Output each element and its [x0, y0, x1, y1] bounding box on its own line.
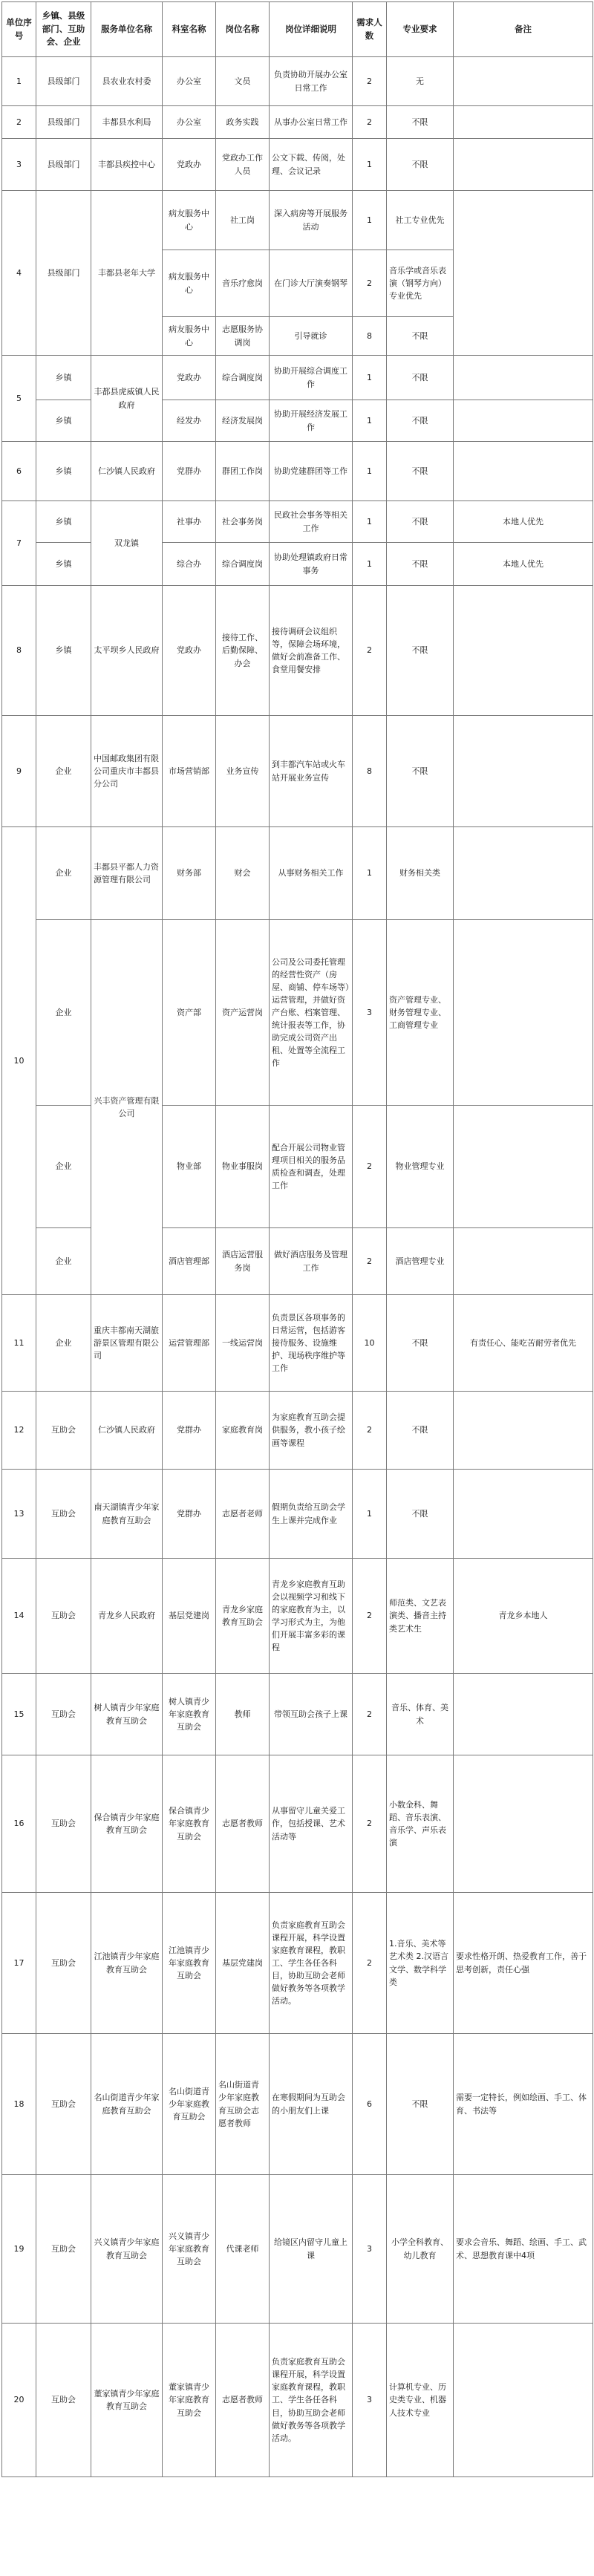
table-cell: 兴丰资产管理有限公司	[91, 920, 163, 1295]
table-cell: 财务部	[163, 827, 216, 920]
table-cell: 丰都县平都人力资源管理有限公司	[91, 827, 163, 920]
table-cell: 5	[2, 356, 36, 442]
table-cell: 名山街道青少年家庭教育互助会	[163, 2034, 216, 2175]
table-cell: 名山街道青少年家庭教育互助会志愿者教师	[216, 2034, 270, 2175]
table-cell: 家庭教育岗	[216, 1392, 270, 1470]
table-cell: 酒店管理专业	[387, 1228, 454, 1295]
table-cell: 不限	[387, 501, 454, 543]
table-cell: 1	[2, 57, 36, 106]
table-row	[2, 442, 593, 501]
table-cell	[454, 1755, 593, 1893]
table-cell	[454, 139, 593, 191]
table-cell: 引导就诊	[270, 317, 353, 356]
table-cell: 运营管理部	[163, 1295, 216, 1392]
table-row	[2, 57, 593, 106]
table-cell	[454, 191, 593, 356]
table-cell: 企业	[36, 920, 91, 1106]
table-cell: 经济发展岗	[216, 400, 270, 442]
table-cell: 不限	[387, 139, 454, 191]
table-cell: 代课老师	[216, 2175, 270, 2324]
table-cell: 企业	[36, 1228, 91, 1295]
table-cell: 协助开展综合调度工作	[270, 356, 353, 400]
table-cell: 乡镇	[36, 586, 91, 716]
table-cell: 互助会	[36, 2324, 91, 2477]
table-cell: 办公室	[163, 106, 216, 139]
table-cell: 不限	[387, 1295, 454, 1392]
table-cell: 资产部	[163, 920, 216, 1106]
table-cell: 2	[353, 1755, 387, 1893]
table-row	[2, 501, 593, 543]
table-cell: 1	[353, 400, 387, 442]
table-cell: 小数金科、舞蹈、音乐表演、音乐学、声乐表演	[387, 1755, 454, 1893]
table-cell: 文员	[216, 57, 270, 106]
table-cell: 2	[353, 1893, 387, 2034]
table-cell	[454, 57, 593, 106]
table-cell: 负责家庭教育互助会课程开展，科学设置家庭教育课程，教职工、学生各任各科目，协助互助会老师做好教务等各项教学活动。	[270, 2324, 353, 2477]
header-cell: 乡镇、县级部门、互助会、企业	[36, 2, 91, 57]
table-cell: 音乐、体育、美术	[387, 1674, 454, 1755]
table-cell: 1.音乐、美术等艺术类 2.汉语言文学、数学科学类	[387, 1893, 454, 2034]
table-cell: 江池镇青少年家庭教育互助会	[91, 1893, 163, 2034]
table-cell: 2	[353, 250, 387, 317]
table-cell: 保合镇青少年家庭教育互助会	[91, 1755, 163, 1893]
table-row	[2, 2324, 593, 2477]
header-cell: 备注	[454, 2, 593, 57]
table-cell: 酒店管理部	[163, 1228, 216, 1295]
table-cell	[454, 827, 593, 920]
table-cell: 2	[353, 106, 387, 139]
table-cell: 丰都县疾控中心	[91, 139, 163, 191]
table-cell: 青龙乡本地人	[454, 1559, 593, 1674]
table-cell: 负责协助开展办公室日常工作	[270, 57, 353, 106]
table-cell: 县农业农村委	[91, 57, 163, 106]
table-cell: 兴义镇青少年家庭教育互助会	[163, 2175, 216, 2324]
table-cell: 12	[2, 1392, 36, 1470]
table-cell: 计算机专业、历史类专业、机器人技术专业	[387, 2324, 454, 2477]
table-cell: 给镜区内留守儿童上课	[270, 2175, 353, 2324]
table-cell: 业务宣传	[216, 716, 270, 827]
table-cell: 协助党建群团等工作	[270, 442, 353, 501]
table-cell: 财务相关类	[387, 827, 454, 920]
table-cell	[454, 920, 593, 1106]
header-cell: 服务单位名称	[91, 2, 163, 57]
table-cell: 2	[353, 1559, 387, 1674]
table-cell: 1	[353, 191, 387, 250]
table-cell: 17	[2, 1893, 36, 2034]
table-cell: 不限	[387, 317, 454, 356]
table-cell: 基层党建岗	[216, 1893, 270, 2034]
table-row	[2, 1755, 593, 1893]
table-row	[2, 139, 593, 191]
table-cell	[454, 442, 593, 501]
table-cell: 6	[2, 442, 36, 501]
table-cell: 董家镇青少年家庭教育互助会	[91, 2324, 163, 2477]
table-cell: 需要一定特长，例如绘画、手工、体育、书法等	[454, 2034, 593, 2175]
table-cell	[454, 586, 593, 716]
table-cell: 9	[2, 716, 36, 827]
table-cell: 公司及公司委托管理的经营性资产（房屋、商铺、停车场等）运营管理，并做好资产台账、档案管理、统计报表等工作，协助完成公司资产出租、处置等全流程工作	[270, 920, 353, 1106]
table-cell: 要求会音乐、舞蹈、绘画、手工、武术、思想教育课中4项	[454, 2175, 593, 2324]
table-cell: 到丰都汽车站或火车站开展业务宣传	[270, 716, 353, 827]
table-row	[2, 827, 593, 920]
table-cell: 10	[2, 827, 36, 1295]
table-cell: 8	[353, 716, 387, 827]
table-cell: 互助会	[36, 1470, 91, 1559]
table-cell	[454, 356, 593, 400]
table-cell: 双龙镇	[91, 501, 163, 586]
table-cell: 青龙乡家庭教育互助会以视频学习和线下的家庭教育为主，以学习形式为主，为他们开展丰富多彩的课程	[270, 1559, 353, 1674]
table-cell: 树人镇青少年家庭教育互助会	[163, 1674, 216, 1755]
table-cell: 名山街道青少年家庭教育互助会	[91, 2034, 163, 2175]
table-row	[2, 543, 593, 586]
table-cell: 假期负责给互助会学生上课并完成作业	[270, 1470, 353, 1559]
table-cell: 政务实践	[216, 106, 270, 139]
table-cell: 物业部	[163, 1106, 216, 1228]
table-cell: 办公室	[163, 57, 216, 106]
table-cell: 6	[353, 2034, 387, 2175]
table-cell: 本地人优先	[454, 543, 593, 586]
table-cell: 志愿者老师	[216, 1470, 270, 1559]
job-table	[1, 1, 593, 2477]
header-cell: 岗位详细说明	[270, 2, 353, 57]
table-cell: 2	[353, 1228, 387, 1295]
table-cell: 县级部门	[36, 106, 91, 139]
table-row	[2, 356, 593, 400]
table-cell: 企业	[36, 1295, 91, 1392]
table-cell: 带领互助会孩子上课	[270, 1674, 353, 1755]
table-cell: 3	[353, 920, 387, 1106]
table-cell: 仁沙镇人民政府	[91, 1392, 163, 1470]
table-cell: 一线运营岗	[216, 1295, 270, 1392]
table-cell: 董家镇青少年家庭教育互助会	[163, 2324, 216, 2477]
table-cell: 8	[2, 586, 36, 716]
table-cell: 党政办工作人员	[216, 139, 270, 191]
table-cell: 不限	[387, 586, 454, 716]
table-cell	[454, 2324, 593, 2477]
table-cell: 仁沙镇人民政府	[91, 442, 163, 501]
table-cell: 8	[353, 317, 387, 356]
header-cell: 单位序号	[2, 2, 36, 57]
table-row	[2, 1559, 593, 1674]
table-cell: 协助处理镇政府日常事务	[270, 543, 353, 586]
table-cell: 病友服务中心	[163, 317, 216, 356]
table-cell: 师范类、文艺表演类、播音主持类艺术生	[387, 1559, 454, 1674]
table-cell: 互助会	[36, 1755, 91, 1893]
table-cell: 青龙乡人民政府	[91, 1559, 163, 1674]
table-cell: 协助开展经济发展工作	[270, 400, 353, 442]
table-cell: 不限	[387, 442, 454, 501]
table-cell: 群团工作岗	[216, 442, 270, 501]
table-cell: 不限	[387, 543, 454, 586]
table-body	[2, 57, 593, 2477]
table-cell: 16	[2, 1755, 36, 1893]
table-cell: 1	[353, 356, 387, 400]
table-cell: 1	[353, 501, 387, 543]
table-cell: 1	[353, 827, 387, 920]
table-cell: 志愿者教师	[216, 2324, 270, 2477]
table-cell: 小学全科教育、幼儿教育	[387, 2175, 454, 2324]
table-cell: 13	[2, 1470, 36, 1559]
table-row	[2, 1470, 593, 1559]
table-cell: 10	[353, 1295, 387, 1392]
table-cell	[454, 400, 593, 442]
table-cell: 2	[353, 1392, 387, 1470]
table-cell: 负责景区各项事务的日常运营，包括游客接待服务、设施维护、现场秩序维护等工作	[270, 1295, 353, 1392]
table-cell	[454, 1674, 593, 1755]
table-cell: 音乐学或音乐表演（钢琴方向）专业优先	[387, 250, 454, 317]
table-cell	[454, 1392, 593, 1470]
table-cell: 乡镇	[36, 442, 91, 501]
table-cell: 做好酒店服务及管理工作	[270, 1228, 353, 1295]
table-cell: 7	[2, 501, 36, 586]
table-row	[2, 920, 593, 1106]
table-cell: 在寒假期间为互助会的小朋友们上课	[270, 2034, 353, 2175]
table-cell: 综合调度岗	[216, 543, 270, 586]
table-cell: 物业事服岗	[216, 1106, 270, 1228]
table-cell: 3	[353, 2324, 387, 2477]
table-cell	[454, 716, 593, 827]
header-cell: 专业要求	[387, 2, 454, 57]
table-cell: 互助会	[36, 1674, 91, 1755]
table-cell	[454, 1228, 593, 1295]
job-posting-sheet	[1, 1, 593, 2477]
table-cell: 不限	[387, 356, 454, 400]
table-row	[2, 1392, 593, 1470]
table-cell: 1	[353, 139, 387, 191]
table-cell: 经发办	[163, 400, 216, 442]
table-row	[2, 1295, 593, 1392]
table-cell: 1	[353, 1470, 387, 1559]
table-cell: 20	[2, 2324, 36, 2477]
table-cell: 在门诊大厅演奏钢琴	[270, 250, 353, 317]
table-cell: 公文下载、传阅，处理、会议记录	[270, 139, 353, 191]
table-cell: 重庆丰都南天湖旅游景区管理有限公司	[91, 1295, 163, 1392]
table-cell: 乡镇	[36, 543, 91, 586]
table-cell: 2	[353, 1106, 387, 1228]
table-cell: 党政办	[163, 356, 216, 400]
table-cell: 有责任心、能吃苦耐劳者优先	[454, 1295, 593, 1392]
table-cell: 党群办	[163, 1392, 216, 1470]
table-cell: 兴义镇青少年家庭教育互助会	[91, 2175, 163, 2324]
table-row	[2, 586, 593, 716]
table-cell: 综合办	[163, 543, 216, 586]
table-cell: 互助会	[36, 2034, 91, 2175]
table-cell: 志愿服务协调岗	[216, 317, 270, 356]
table-cell: 党政办	[163, 139, 216, 191]
table-cell: 社工岗	[216, 191, 270, 250]
table-cell: 乡镇	[36, 400, 91, 442]
table-cell: 2	[353, 586, 387, 716]
table-cell: 病友服务中心	[163, 250, 216, 317]
table-cell: 1	[353, 543, 387, 586]
table-cell: 中国邮政集团有限公司重庆市丰都县分公司	[91, 716, 163, 827]
table-cell: 物业管理专业	[387, 1106, 454, 1228]
table-row	[2, 716, 593, 827]
table-row	[2, 400, 593, 442]
table-cell: 配合开展公司物业管理项目相关的服务品质检查和调查，处理工作	[270, 1106, 353, 1228]
table-row	[2, 1228, 593, 1295]
table-cell: 青龙乡家庭教育互助会	[216, 1559, 270, 1674]
table-cell: 志愿者教师	[216, 1755, 270, 1893]
table-cell: 18	[2, 2034, 36, 2175]
table-cell	[454, 106, 593, 139]
table-cell: 丰都县水利局	[91, 106, 163, 139]
table-cell: 本地人优先	[454, 501, 593, 543]
table-row	[2, 2034, 593, 2175]
table-cell: 不限	[387, 1470, 454, 1559]
table-cell: 互助会	[36, 1559, 91, 1674]
table-cell: 党群办	[163, 1470, 216, 1559]
table-cell: 要求性格开朗、热爱教育工作，善于思考创新，责任心强	[454, 1893, 593, 2034]
table-cell: 县级部门	[36, 139, 91, 191]
table-cell: 不限	[387, 106, 454, 139]
table-cell: 19	[2, 2175, 36, 2324]
table-cell: 民政社会事务等相关工作	[270, 501, 353, 543]
table-cell: 资产管理专业、财务管理专业、工商管理专业	[387, 920, 454, 1106]
table-cell: 社工专业优先	[387, 191, 454, 250]
table-cell: 不限	[387, 716, 454, 827]
table-row	[2, 191, 593, 250]
table-cell: 树人镇青少年家庭教育互助会	[91, 1674, 163, 1755]
table-cell: 3	[2, 139, 36, 191]
table-cell: 音乐疗愈岗	[216, 250, 270, 317]
table-row	[2, 106, 593, 139]
table-cell: 病友服务中心	[163, 191, 216, 250]
table-row	[2, 1106, 593, 1228]
table-cell: 乡镇	[36, 356, 91, 400]
table-cell: 从事办公室日常工作	[270, 106, 353, 139]
table-cell: 南天湖镇青少年家庭教育互助会	[91, 1470, 163, 1559]
table-cell: 市场营销部	[163, 716, 216, 827]
table-cell: 保合镇青少年家庭教育互助会	[163, 1755, 216, 1893]
table-cell: 从事留守儿童关爱工作，包括授课、艺术活动等	[270, 1755, 353, 1893]
table-cell: 乡镇	[36, 501, 91, 543]
table-cell: 综合调度岗	[216, 356, 270, 400]
table-cell: 丰都县老年大学	[91, 191, 163, 356]
table-cell: 社事办	[163, 501, 216, 543]
table-cell: 企业	[36, 1106, 91, 1228]
header-cell: 科室名称	[163, 2, 216, 57]
table-cell: 为家庭教育互助会提供服务，教小孩子绘画等课程	[270, 1392, 353, 1470]
table-cell: 不限	[387, 400, 454, 442]
table-cell: 2	[353, 1674, 387, 1755]
header-cell: 需求人数	[353, 2, 387, 57]
header-cell: 岗位名称	[216, 2, 270, 57]
table-cell: 接待调研会议组织等，保障会场环境，做好会前准备工作、食堂用餐安排	[270, 586, 353, 716]
table-cell: 深入病房等开展服务活动	[270, 191, 353, 250]
table-cell: 不限	[387, 1392, 454, 1470]
table-row	[2, 1674, 593, 1755]
table-cell	[454, 1106, 593, 1228]
table-cell: 15	[2, 1674, 36, 1755]
table-cell: 2	[2, 106, 36, 139]
table-cell: 不限	[387, 2034, 454, 2175]
table-cell: 基层党建岗	[163, 1559, 216, 1674]
table-cell: 县级部门	[36, 57, 91, 106]
table-cell: 酒店运营服务岗	[216, 1228, 270, 1295]
table-cell: 江池镇青少年家庭教育互助会	[163, 1893, 216, 2034]
table-cell: 丰都县虎威镇人民政府	[91, 356, 163, 442]
table-row	[2, 2175, 593, 2324]
table-cell: 社会事务岗	[216, 501, 270, 543]
table-cell: 资产运营岗	[216, 920, 270, 1106]
table-cell: 县级部门	[36, 191, 91, 356]
table-cell: 教师	[216, 1674, 270, 1755]
table-cell: 4	[2, 191, 36, 356]
header-row	[2, 2, 593, 57]
table-cell: 3	[353, 2175, 387, 2324]
table-cell: 11	[2, 1295, 36, 1392]
table-cell: 互助会	[36, 2175, 91, 2324]
table-cell: 财会	[216, 827, 270, 920]
table-cell	[454, 1470, 593, 1559]
table-cell: 无	[387, 57, 454, 106]
table-cell: 负责家庭教育互助会课程开展，科学设置家庭教育课程，教职工、学生各任各科目，协助互助会老师做好教务等各项教学活动。	[270, 1893, 353, 2034]
table-cell: 党群办	[163, 442, 216, 501]
table-cell: 党政办	[163, 586, 216, 716]
table-cell: 1	[353, 442, 387, 501]
table-cell: 14	[2, 1559, 36, 1674]
table-cell: 太平坝乡人民政府	[91, 586, 163, 716]
table-cell: 从事财务相关工作	[270, 827, 353, 920]
table-cell: 2	[353, 57, 387, 106]
table-cell: 企业	[36, 827, 91, 920]
table-cell: 接待工作、后勤保障、办会	[216, 586, 270, 716]
table-cell: 互助会	[36, 1392, 91, 1470]
table-row	[2, 1893, 593, 2034]
table-cell: 企业	[36, 716, 91, 827]
table-cell: 互助会	[36, 1893, 91, 2034]
